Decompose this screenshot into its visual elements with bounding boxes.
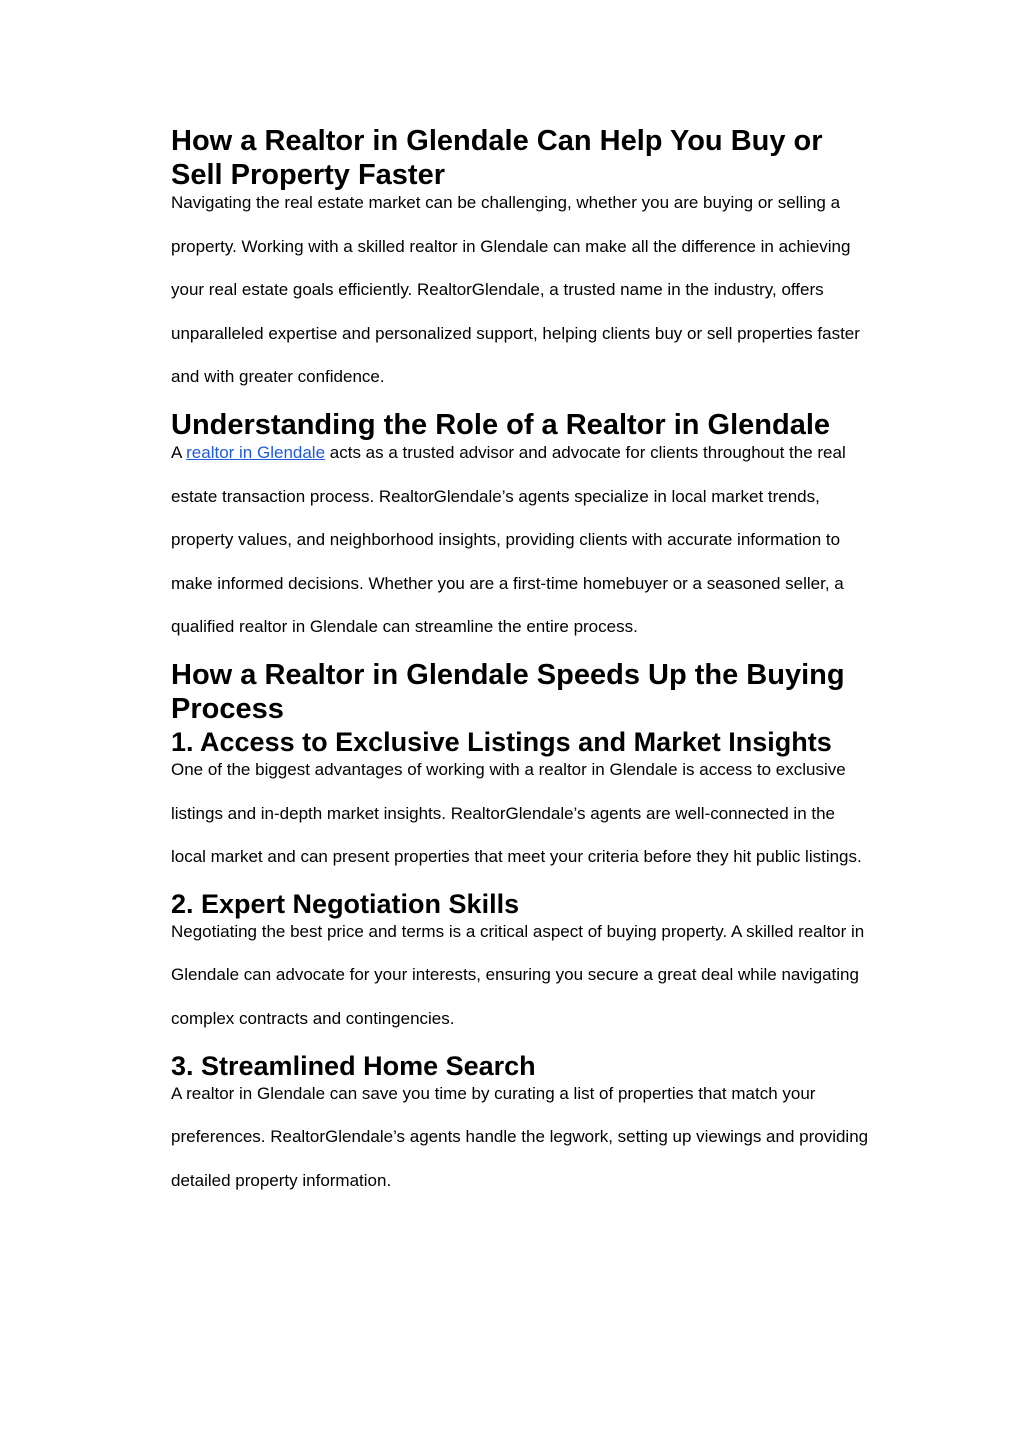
role-paragraph-body: acts as a trusted advisor and advocate for clients throughout the real estate transaction process. RealtorGlendale’s agents specialize in local market trends, property values, and neighborhood insights, providing clients with accurate information to make informed decisions. Whether you are a first-time homebuyer or a seasoned seller, a qualified realtor in Glendale can streamline the entire process.	[171, 442, 846, 637]
realtor-in-glendale-link[interactable]: realtor in Glendale	[186, 442, 326, 462]
negotiation-paragraph: Negotiating the best price and terms is a critical aspect of buying property. A skilled realtor in Glendale can advocate for your interests, ensuring you secure a great deal while navigating complex contracts and contingencies.	[171, 921, 865, 1028]
role-paragraph	[171, 431, 871, 649]
home-search-paragraph: A realtor in Glendale can save you time by curating a list of properties that match your preferences. RealtorGlendale’s agents handle the legwork, setting up viewings and providing detailed property information.	[171, 1083, 869, 1190]
role-paragraph-prefix: A	[171, 442, 187, 462]
section-heading-role: Understanding the Role of a Realtor in Glendale	[171, 408, 831, 441]
subsection-heading-negotiation: 2. Expert Negotiation Skills	[171, 888, 520, 919]
subsection-heading-listings: 1. Access to Exclusive Listings and Market Insights	[171, 726, 832, 757]
subsection-heading-home-search: 3. Streamlined Home Search	[171, 1050, 536, 1081]
page-title: How a Realtor in Glendale Can Help You Buy or Sell Property Faster	[171, 125, 823, 191]
listings-paragraph: One of the biggest advantages of working with a realtor in Glendale is access to exclusive listings and in-depth market insights. RealtorGlendale’s agents are well-connected in the local market and can present properties that meet your criteria before they hit public listings.	[171, 759, 862, 867]
section-heading-buying: How a Realtor in Glendale Speeds Up the Buying Process	[171, 658, 845, 725]
intro-paragraph: Navigating the real estate market can be challenging, whether you are buying or selling a property. Working with a skilled realtor in Glendale can make all the difference in achieving your real estate goals efficiently. RealtorGlendale, a trusted name in the industry, offers unparalleled expertise and personalized support, helping clients buy or sell properties faster and with greater confidence.	[171, 193, 860, 387]
document-page	[171, 124, 871, 1202]
